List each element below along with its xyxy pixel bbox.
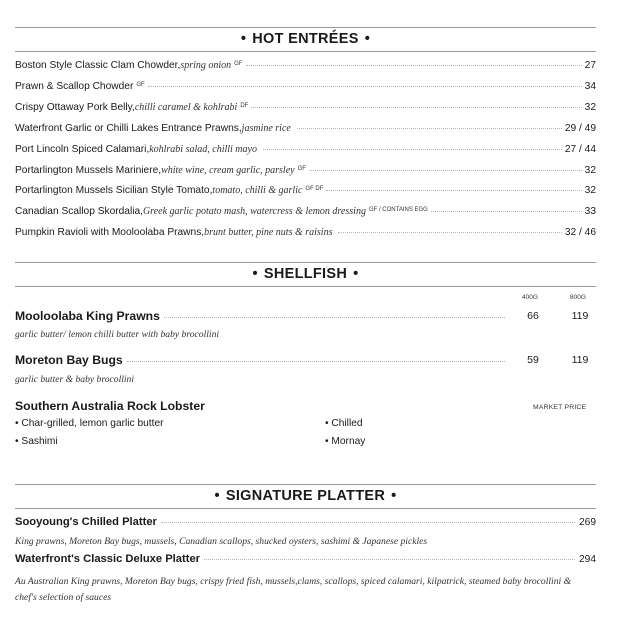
entree-price: 33: [584, 206, 596, 218]
entree-row: [15, 165, 596, 179]
leader-dots: [338, 232, 561, 233]
shellfish-item-name: Mooloolaba King Prawns: [15, 309, 160, 323]
col-400g-header: 400G: [522, 294, 538, 301]
dietary-tags: GF DF: [305, 186, 324, 193]
entree-row: [15, 81, 596, 95]
entree-row: [15, 123, 596, 137]
signature-heading: • SIGNATURE PLATTER •: [214, 488, 397, 504]
platter-desc: King prawns, Moreton Bay bugs, mussels, Canadian scallops, shucked oysters, sashimi & Japanese pickles: [15, 536, 428, 547]
platter-price: 269: [579, 517, 596, 528]
entree-desc: jasmine rice: [241, 122, 291, 134]
entree-price: 32: [584, 185, 596, 197]
entree-name: Portarlington Mussels Mariniere,: [15, 164, 162, 176]
shellfish-top-rule: [15, 262, 596, 263]
shellfish-bottom-rule: [15, 286, 596, 287]
dietary-tags: GF: [234, 61, 243, 67]
entree-desc: white wine, cream garlic, parsley: [161, 164, 295, 176]
entree-row: [15, 144, 596, 158]
hot-entrees-title: HOT ENTRÉES: [252, 31, 359, 47]
entree-price: 32 / 46: [564, 227, 596, 239]
signature-title: SIGNATURE PLATTER: [225, 488, 386, 504]
hot-entrees-bottom-rule: [15, 51, 596, 52]
entree-row: [15, 206, 596, 220]
dietary-tags: GF: [136, 81, 145, 88]
hot-entrees-heading: • HOT ENTRÉES •: [240, 31, 371, 47]
price-800g: 119: [571, 354, 589, 366]
price-800g: 119: [571, 310, 589, 322]
entree-desc: tomato, chilli & garlic: [212, 185, 303, 197]
market-price-label: MARKET PRICE: [533, 404, 587, 411]
lobster-option-chargrilled: • Char-grilled, lemon garlic butter: [15, 418, 164, 429]
dietary-tags: GF / CONTAINS EGG: [368, 207, 428, 214]
entree-row: [15, 102, 596, 116]
platter-name: Waterfront's Classic Deluxe Platter: [15, 553, 201, 565]
col-800g-header: 800G: [570, 294, 586, 301]
leader-dots: [251, 107, 581, 108]
entree-name: Boston Style Classic Clam Chowder,: [15, 60, 181, 71]
shellfish-item-bugs: [15, 353, 505, 367]
entree-desc: spring onion: [180, 60, 232, 71]
leader-dots: [148, 86, 582, 87]
lobster-option-mornay: • Mornay: [325, 436, 366, 447]
entree-desc: kohlrabi salad, chilli mayo: [149, 143, 257, 155]
entree-name: Waterfront Garlic or Chilli Lakes Entrance Prawns,: [15, 122, 242, 134]
entree-desc: Greek garlic potato mash, watercress & lemon dressing: [143, 206, 366, 218]
platter-price: 294: [579, 554, 596, 565]
shellfish-heading: • SHELLFISH •: [252, 266, 359, 282]
entree-name: Crispy Ottaway Pork Belly,: [15, 101, 135, 113]
entree-name: Portarlington Mussels Sicilian Style Tomato,: [15, 185, 213, 197]
shellfish-title: SHELLFISH: [263, 266, 348, 282]
entree-row: [15, 227, 596, 241]
leader-dots: [263, 149, 562, 150]
entree-name: Prawn & Scallop Chowder: [15, 80, 134, 92]
entree-row: [15, 60, 596, 74]
lobster-name: Southern Australia Rock Lobster: [15, 399, 205, 413]
platter-item-deluxe: [15, 553, 596, 565]
dietary-tags: DF: [240, 102, 249, 109]
entree-price: 27 / 44: [564, 143, 596, 155]
shellfish-item-desc: garlic butter/ lemon chilli butter with baby brocollini: [15, 329, 220, 340]
leader-dots: [164, 317, 505, 318]
entree-price: 29 / 49: [564, 122, 596, 134]
shellfish-item-prawns: [15, 309, 505, 323]
lobster-option-chilled: • Chilled: [325, 418, 363, 429]
entree-price: 32: [584, 101, 596, 113]
leader-dots: [297, 128, 562, 129]
lobster-option-sashimi: • Sashimi: [15, 436, 58, 447]
entree-desc: chilli caramel & kohlrabi: [134, 101, 238, 113]
platter-name: Sooyoung's Chilled Platter: [15, 516, 157, 528]
entree-name: Pumpkin Ravioli with Mooloolaba Prawns,: [15, 227, 205, 239]
shellfish-item-desc: garlic butter & baby brocollini: [15, 374, 135, 385]
entree-name: Port Lincoln Spiced Calamari,: [15, 143, 150, 155]
price-400g: 66: [527, 310, 539, 322]
entree-row: [15, 185, 596, 199]
leader-dots: [309, 170, 582, 171]
dietary-tags: GF: [297, 165, 306, 172]
entree-price: 32: [584, 164, 596, 176]
lobster-item: [15, 399, 315, 413]
hot-entrees-top-rule: [15, 27, 596, 28]
leader-dots: [204, 559, 575, 560]
leader-dots: [431, 211, 582, 212]
signature-top-rule: [15, 484, 596, 485]
platter-desc: Au Australian King prawns, Moreton Bay bugs, crispy fried fish, mussels,clams, scallops, spiced calamari, kilpatrick, steamed baby brocollini & chef's selection of sauces: [15, 576, 572, 603]
entree-price: 34: [584, 80, 596, 92]
entree-price: 27: [584, 60, 596, 71]
leader-dots: [127, 361, 505, 362]
leader-dots: [161, 522, 575, 523]
entree-name: Canadian Scallop Skordalia,: [15, 206, 143, 218]
signature-bottom-rule: [15, 508, 596, 509]
leader-dots: [326, 190, 581, 191]
shellfish-item-name: Moreton Bay Bugs: [15, 353, 123, 367]
entree-desc: brunt butter, pine nuts & raisins: [204, 227, 333, 239]
leader-dots: [246, 65, 582, 66]
price-400g: 59: [527, 354, 539, 366]
platter-item-chilled: [15, 516, 596, 528]
